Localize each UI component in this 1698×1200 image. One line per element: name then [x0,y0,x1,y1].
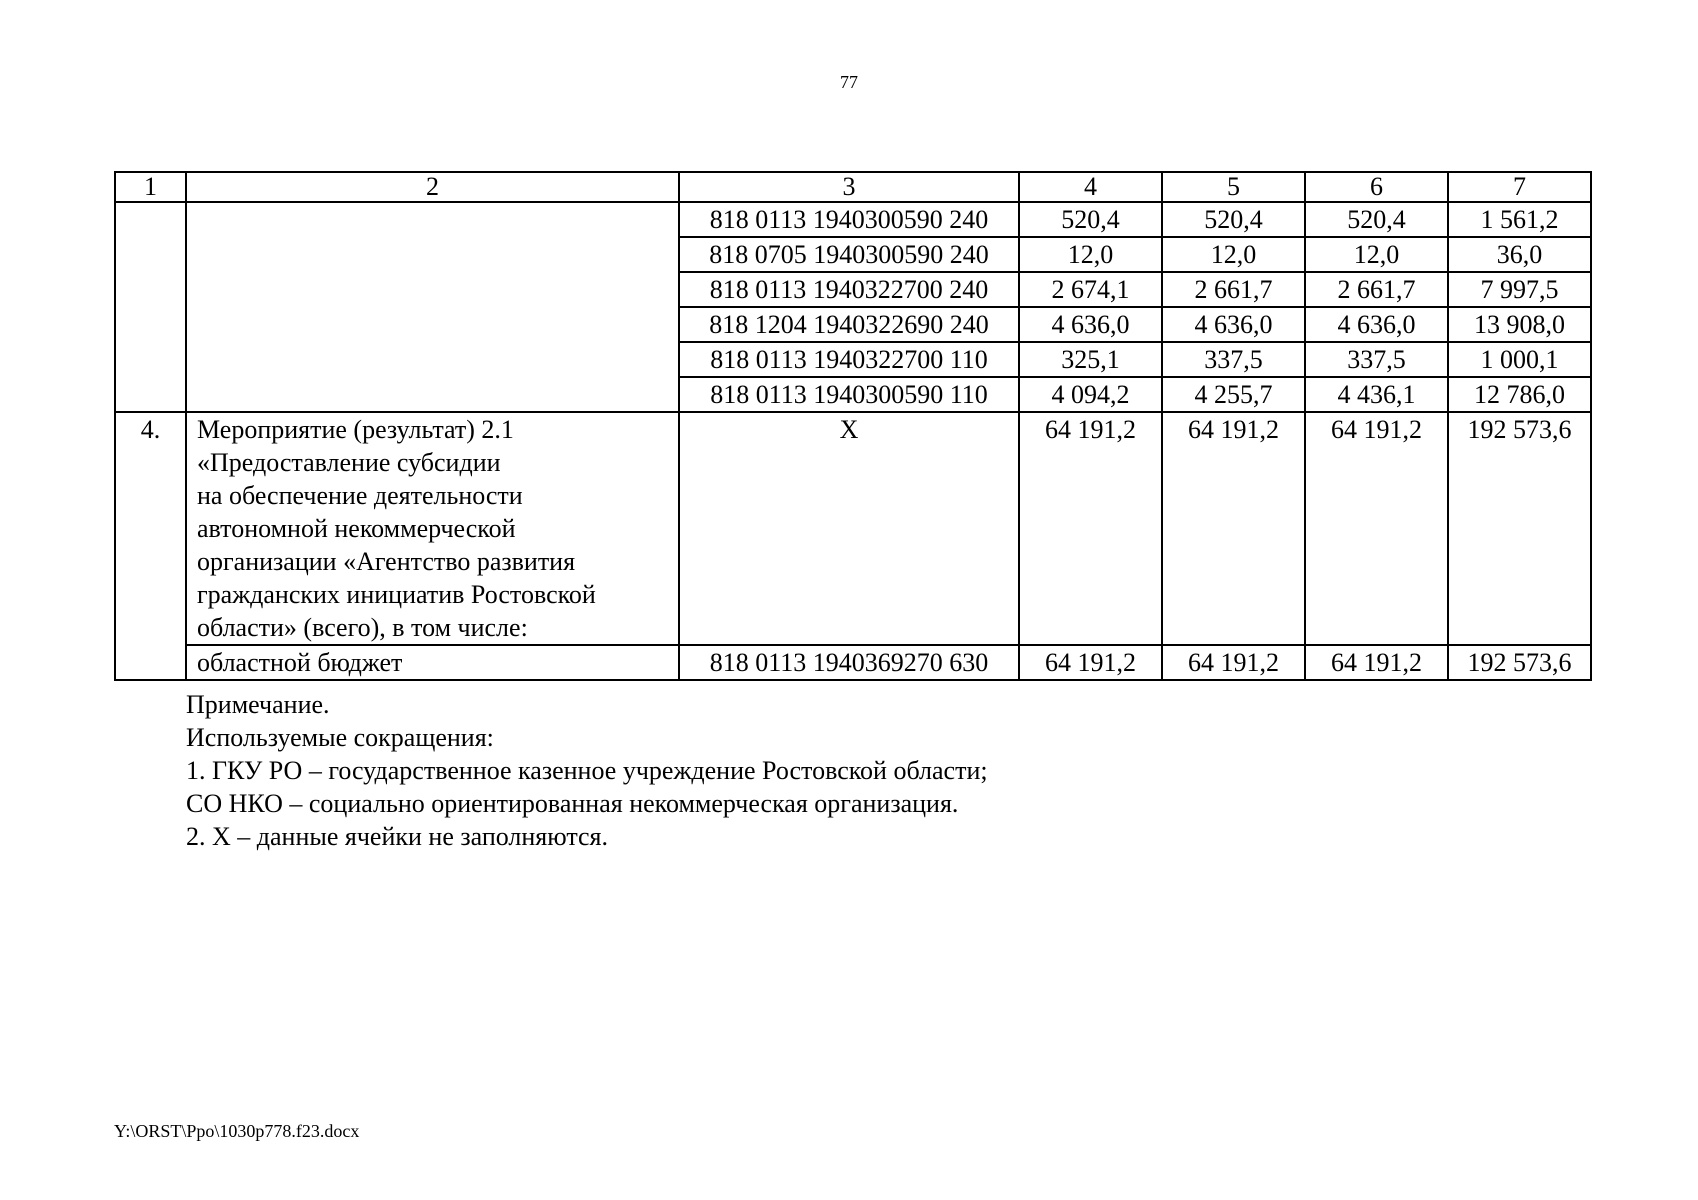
file-path-footer: Y:\ORST\Ppo\1030p778.f23.docx [114,1121,360,1141]
activity-name-line: гражданских инициатив Ростовской [197,580,596,609]
activity-name-line: Мероприятие (результат) 2.1 [197,415,514,444]
value-cell: 13 908,0 [1448,307,1591,342]
value-cell: 4 436,1 [1305,377,1448,412]
table-row [115,202,1591,237]
value-cell: 7 997,5 [1448,272,1591,307]
header-cell: 2 [186,172,679,202]
value-cell: 12,0 [1305,237,1448,272]
code-cell: 818 0113 1940300590 240 [679,202,1019,237]
note-line: Используемые сокращения: [186,723,494,752]
value-cell: 520,4 [1162,202,1305,237]
value-cell: 520,4 [1019,202,1162,237]
value-cell: 4 636,0 [1305,307,1448,342]
value-cell: 64 191,2 [1162,645,1305,680]
value-cell: 64 191,2 [1305,645,1448,680]
value-cell: 64 191,2 [1019,412,1162,645]
code-cell: 818 0705 1940300590 240 [679,237,1019,272]
note-line: 1. ГКУ РО – государственное казенное учреждение Ростовской области; [186,756,988,785]
row-number-cell: 4. [115,412,186,680]
header-cell: 5 [1162,172,1305,202]
note-line: 2. X – данные ячейки не заполняются. [186,822,609,851]
value-cell: 36,0 [1448,237,1591,272]
budget-table [114,171,1592,681]
value-cell: 12,0 [1019,237,1162,272]
value-cell: 64 191,2 [1162,412,1305,645]
value-cell: 1 561,2 [1448,202,1591,237]
value-cell: 192 573,6 [1448,645,1591,680]
header-cell: 6 [1305,172,1448,202]
header-cell: 3 [679,172,1019,202]
code-cell: 818 1204 1940322690 240 [679,307,1019,342]
value-cell: 2 661,7 [1305,272,1448,307]
note-title: Примечание. [186,690,330,719]
activity-name-cell [186,412,679,645]
value-cell: 325,1 [1019,342,1162,377]
header-row [115,172,1591,202]
empty-name-cell [186,202,679,412]
activity-name-line: «Предоставление субсидии [197,448,501,477]
code-cell: 818 0113 1940322700 110 [679,342,1019,377]
header-cell: 4 [1019,172,1162,202]
value-cell: 4 094,2 [1019,377,1162,412]
value-cell: 64 191,2 [1019,645,1162,680]
header-cell: 1 [115,172,186,202]
value-cell: 4 255,7 [1162,377,1305,412]
activity-name-line: на обеспечение деятельности [197,481,523,510]
code-cell: X [679,412,1019,645]
budget-row [115,645,1591,680]
value-cell: 4 636,0 [1019,307,1162,342]
code-cell: 818 0113 1940369270 630 [679,645,1019,680]
activity-name-line: организации «Агентство развития [197,547,576,576]
code-cell: 818 0113 1940300590 110 [679,377,1019,412]
note-line: СО НКО – социально ориентированная некоммерческая организация. [186,789,959,818]
header-cell: 7 [1448,172,1591,202]
value-cell: 64 191,2 [1305,412,1448,645]
value-cell: 12,0 [1162,237,1305,272]
notes-section [186,688,988,853]
activity-name-line: автономной некоммерческой [197,514,516,543]
value-cell: 520,4 [1305,202,1448,237]
value-cell: 12 786,0 [1448,377,1591,412]
value-cell: 2 674,1 [1019,272,1162,307]
empty-num-cell [115,202,186,412]
activity-row [115,412,1591,645]
value-cell: 192 573,6 [1448,412,1591,645]
value-cell: 2 661,7 [1162,272,1305,307]
budget-name-cell: областной бюджет [186,645,679,680]
value-cell: 337,5 [1305,342,1448,377]
code-cell: 818 0113 1940322700 240 [679,272,1019,307]
activity-name-line: области» (всего), в том числе: [197,613,528,642]
value-cell: 4 636,0 [1162,307,1305,342]
value-cell: 337,5 [1162,342,1305,377]
value-cell: 1 000,1 [1448,342,1591,377]
page-number: 77 [840,72,858,92]
